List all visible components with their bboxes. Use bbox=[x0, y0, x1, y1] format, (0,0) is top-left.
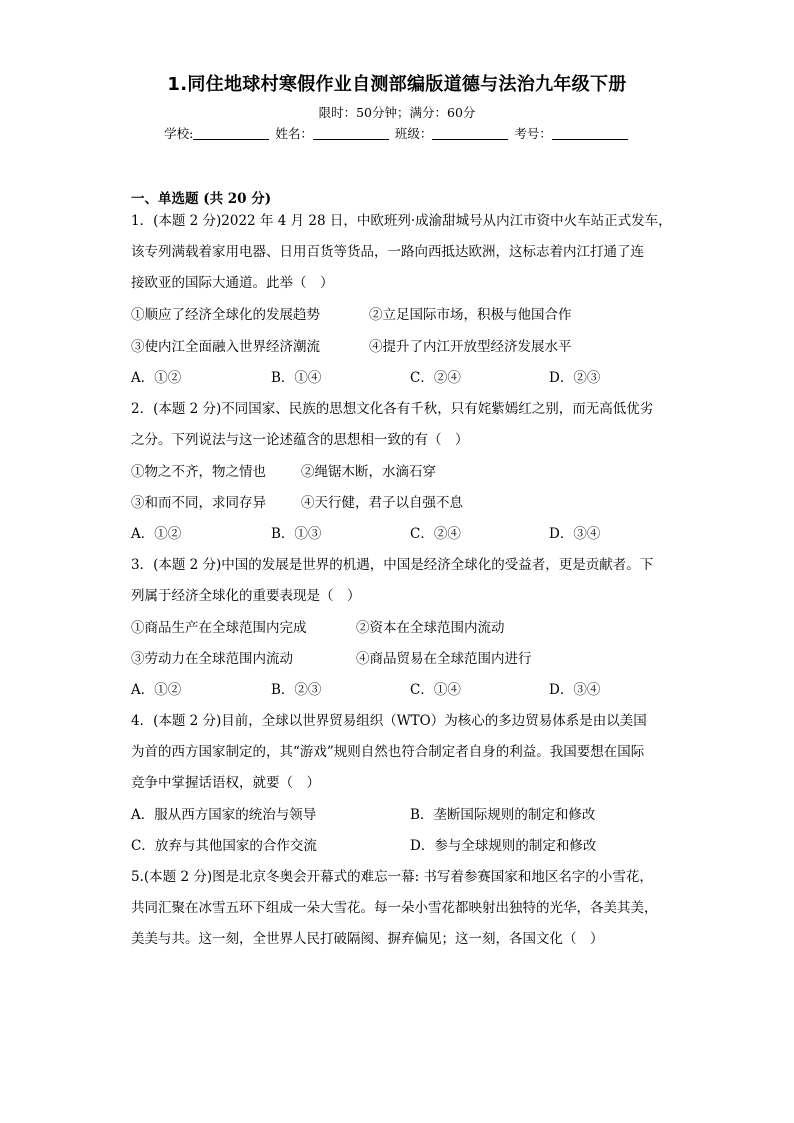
class-field[interactable] bbox=[432, 127, 508, 140]
choice-a[interactable]: A．①② bbox=[131, 682, 182, 698]
statement-3: ③和而不同，求同存异 bbox=[131, 495, 266, 511]
choice-d[interactable]: D．③④ bbox=[549, 682, 601, 698]
choice-c[interactable]: C．②④ bbox=[410, 370, 461, 386]
statement-4: ④商品贸易在全球范围内进行 bbox=[356, 651, 532, 667]
statement-1: ①顺应了经济全球化的发展趋势 bbox=[131, 307, 320, 323]
choice-c[interactable]: C．放弃与其他国家的合作交流 bbox=[131, 838, 317, 854]
choice-c[interactable]: C．②④ bbox=[410, 526, 461, 542]
number-field[interactable] bbox=[552, 127, 628, 140]
statement-1: ①商品生产在全球范围内完成 bbox=[131, 620, 307, 636]
question-text: 竞争中掌握话语权，就要（ ） bbox=[131, 775, 320, 791]
question-text: 之分。下列说法与这一论述蕴含的思想相一致的有（ ） bbox=[131, 432, 469, 448]
question-text: 美美与共。这一刻，全世界人民打破隔阂、摒弃偏见；这一刻，各国文化（ ） bbox=[131, 931, 604, 947]
choice-d[interactable]: D．参与全球规则的制定和修改 bbox=[410, 838, 597, 854]
choice-d[interactable]: D．②③ bbox=[549, 370, 601, 386]
question-text: 4．(本题 2 分)目前，全球以世界贸易组织（WTO）为核心的多边贸易体系是由以美国 bbox=[131, 713, 647, 729]
question-text: 3．(本题 2 分)中国的发展是世界的机遇，中国是经济全球化的受益者，更是贡献者。下 bbox=[131, 557, 654, 573]
school-label: 学校: bbox=[164, 126, 194, 141]
choice-d[interactable]: D．③④ bbox=[549, 526, 601, 542]
question-text: 该专列满载着家用电器、日用百货等货品，一路向西抵达欧洲，这标志着内江打通了连 bbox=[131, 244, 644, 260]
section-heading: 一、单选题 (共 20 分) bbox=[131, 191, 272, 207]
page-title: 1.同住地球村寒假作业自测部编版道德与法治九年级下册 bbox=[167, 74, 627, 95]
statement-3: ③使内江全面融入世界经济潮流 bbox=[131, 339, 320, 355]
name-label: 姓名： bbox=[275, 126, 313, 141]
student-info-line bbox=[0, 124, 794, 142]
school-field[interactable] bbox=[193, 127, 269, 140]
question-text: 1．(本题 2 分)2022 年 4 月 28 日，中欧班列·成渝甜城号从内江市资中火车站正式发车， bbox=[131, 213, 672, 229]
question-text: 2．(本题 2 分)不同国家、民族的思想文化各有千秋，只有姹紫嫣红之别，而无高低优劣 bbox=[131, 401, 654, 417]
statement-2: ②资本在全球范围内流动 bbox=[356, 620, 505, 636]
choice-b[interactable]: B．①③ bbox=[271, 526, 322, 542]
question-text: 为首的西方国家制定的，其“游戏”规则自然也符合制定者自身的利益。我国要想在国际 bbox=[131, 744, 645, 760]
choice-a[interactable]: A．①② bbox=[131, 370, 182, 386]
time-score-line: 限时：50分钟；满分：60分 bbox=[318, 105, 476, 120]
question-text: 列属于经济全球化的重要表现是（ ） bbox=[131, 588, 361, 604]
choice-c[interactable]: C．①④ bbox=[410, 682, 461, 698]
question-text: 接欧亚的国际大通道。此举（ ） bbox=[131, 275, 334, 291]
choice-b[interactable]: B．垄断国际规则的制定和修改 bbox=[410, 807, 596, 823]
statement-3: ③劳动力在全球范围内流动 bbox=[131, 651, 293, 667]
statement-2: ②绳锯木断，水滴石穿 bbox=[301, 464, 436, 480]
choice-a[interactable]: A．服从西方国家的统治与领导 bbox=[131, 807, 317, 823]
choice-a[interactable]: A．①② bbox=[131, 526, 182, 542]
class-label: 班级： bbox=[394, 126, 433, 141]
number-label: 考号： bbox=[514, 126, 552, 141]
statement-4: ④提升了内江开放型经济发展水平 bbox=[369, 339, 572, 355]
name-field[interactable] bbox=[313, 127, 389, 140]
statement-1: ①物之不齐，物之情也 bbox=[131, 464, 266, 480]
statement-4: ④天行健，君子以自强不息 bbox=[301, 495, 463, 511]
choice-b[interactable]: B．②③ bbox=[271, 682, 322, 698]
question-text: 共同汇聚在冰雪五环下组成一朵大雪花。每一朵小雪花都映射出独特的光华，各美其美， bbox=[131, 900, 658, 916]
choice-b[interactable]: B．①④ bbox=[271, 370, 322, 386]
question-text: 5.(本题 2 分)图是北京冬奥会开幕式的难忘一幕: 书写着参赛国家和地区名字的小雪花， bbox=[131, 869, 653, 885]
statement-2: ②立足国际市场，积极与他国合作 bbox=[369, 307, 572, 323]
